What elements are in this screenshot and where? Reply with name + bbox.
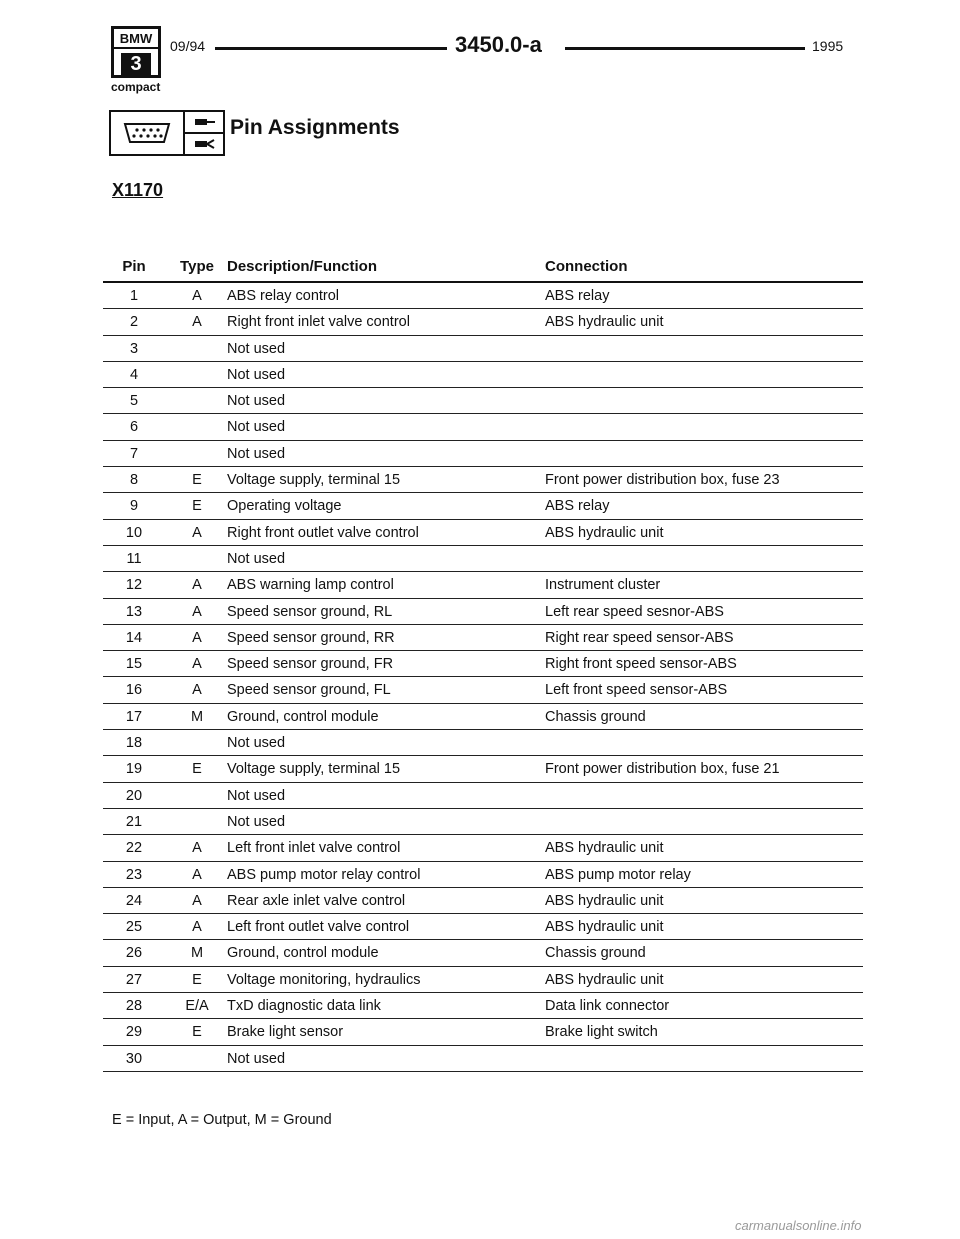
table-row (103, 362, 863, 388)
cell-desc: Not used (227, 813, 286, 830)
cell-type: A (192, 577, 202, 594)
logo-brand: BMW (114, 31, 158, 49)
cell-pin: 16 (125, 682, 143, 699)
cell-desc: Speed sensor ground, FR (227, 656, 394, 673)
cell-type: A (192, 629, 202, 646)
header-date: 09/94 (170, 38, 206, 54)
watermark: carmanualsonline.info (735, 1218, 862, 1233)
cell-pin: 11 (126, 550, 142, 567)
cell-pin: 9 (129, 498, 139, 515)
cell-conn: Front power distribution box, fuse 23 (545, 472, 780, 489)
cell-conn: Left rear speed sesnor-ABS (545, 603, 724, 620)
table-row (103, 651, 863, 677)
connector-plug-icon (111, 112, 185, 154)
cell-conn: ABS pump motor relay (545, 866, 691, 883)
cell-type: A (192, 840, 202, 857)
table-row (103, 336, 863, 362)
cell-pin: 21 (125, 813, 143, 830)
cell-pin: 5 (129, 393, 139, 410)
cell-type: A (192, 314, 202, 331)
table-row (103, 493, 863, 519)
table-row (103, 835, 863, 861)
cell-desc: Voltage supply, terminal 15 (227, 761, 401, 778)
cell-type: A (192, 866, 202, 883)
table-row (103, 599, 863, 625)
cell-desc: Ground, control module (227, 708, 379, 725)
cell-type: E (192, 971, 202, 988)
cell-type: E/A (185, 998, 209, 1015)
table-header (103, 253, 863, 283)
cell-type: A (192, 603, 202, 620)
cell-conn: Chassis ground (545, 708, 646, 725)
table-row (103, 914, 863, 940)
cell-conn: ABS hydraulic unit (545, 524, 664, 541)
cell-pin: 7 (129, 445, 139, 462)
table-row (103, 572, 863, 598)
cell-desc: Brake light sensor (227, 1024, 344, 1041)
cell-type: M (190, 945, 204, 962)
table-row (103, 1046, 863, 1072)
cell-pin: 28 (125, 998, 143, 1015)
header-year: 1995 (812, 38, 844, 54)
cell-type: A (192, 656, 202, 673)
cell-pin: 19 (125, 761, 143, 778)
cell-pin: 23 (125, 866, 143, 883)
header-rule-right (565, 47, 805, 50)
cell-conn: Brake light switch (545, 1024, 658, 1041)
cell-desc: Not used (227, 787, 286, 804)
pin-assignment-table (103, 253, 863, 1072)
cell-desc: Not used (227, 550, 286, 567)
cell-conn: Front power distribution box, fuse 21 (545, 761, 780, 778)
cell-desc: Speed sensor ground, FL (227, 682, 391, 699)
table-row (103, 809, 863, 835)
cell-desc: ABS relay control (227, 288, 340, 304)
cell-pin: 30 (125, 1050, 143, 1067)
pin-diagram-icon (185, 112, 223, 154)
cell-pin: 26 (125, 945, 143, 962)
header-rule-left (215, 47, 447, 50)
table-row (103, 414, 863, 440)
header-pin: Pin (122, 258, 146, 275)
cell-conn: ABS relay (545, 498, 610, 515)
cell-pin: 27 (125, 971, 143, 988)
table-row (103, 283, 863, 309)
bmw-3-logo (111, 26, 161, 78)
header-doc-code: 3450.0-a (455, 32, 542, 57)
table-body (103, 283, 863, 1072)
cell-desc: Operating voltage (227, 498, 342, 515)
table-row (103, 1019, 863, 1045)
cell-desc: Left front inlet valve control (227, 840, 401, 857)
cell-desc: Not used (227, 393, 286, 410)
cell-desc: ABS warning lamp control (227, 577, 394, 594)
table-row (103, 993, 863, 1019)
cell-conn: ABS hydraulic unit (545, 840, 664, 857)
connector-id: X1170 (112, 180, 164, 200)
table-row (103, 467, 863, 493)
section-title: Pin Assignments (230, 116, 400, 139)
cell-desc: Not used (227, 445, 286, 462)
cell-desc: Left front outlet valve control (227, 919, 410, 936)
cell-pin: 20 (125, 787, 143, 804)
table-row (103, 888, 863, 914)
table-row (103, 862, 863, 888)
cell-desc: Right front inlet valve control (227, 314, 410, 331)
cell-pin: 29 (125, 1024, 143, 1041)
table-row (103, 940, 863, 966)
cell-pin: 22 (125, 840, 143, 857)
cell-type: E (192, 498, 202, 515)
cell-desc: Rear axle inlet valve control (227, 892, 406, 909)
table-row (103, 309, 863, 335)
cell-pin: 6 (129, 419, 139, 436)
cell-type: A (192, 919, 202, 936)
cell-pin: 17 (125, 708, 143, 725)
table-row (103, 783, 863, 809)
table-row (103, 730, 863, 756)
cell-pin: 15 (125, 656, 143, 673)
logo-model: 3 (121, 53, 151, 75)
table-row (103, 388, 863, 414)
cell-type: M (190, 708, 204, 725)
cell-pin: 8 (129, 472, 139, 489)
header-type: Type (180, 258, 214, 275)
cell-pin: 18 (125, 735, 143, 752)
cell-conn: ABS relay (545, 288, 610, 304)
cell-pin: 14 (125, 629, 143, 646)
cell-pin: 12 (125, 577, 143, 594)
cell-desc: Not used (227, 1050, 286, 1067)
cell-desc: Not used (227, 340, 286, 357)
cell-desc: Not used (227, 419, 286, 436)
table-row (103, 967, 863, 993)
header-desc: Description/Function (227, 258, 377, 275)
cell-type: A (192, 682, 202, 699)
cell-desc: Not used (227, 366, 286, 383)
cell-conn: ABS hydraulic unit (545, 314, 664, 331)
type-legend: E = Input, A = Output, M = Ground (112, 1112, 332, 1128)
logo-subtitle: compact (111, 80, 161, 94)
cell-conn: ABS hydraulic unit (545, 892, 664, 909)
cell-desc: TxD diagnostic data link (227, 998, 381, 1015)
connector-icon-box (109, 110, 225, 156)
cell-type: A (192, 892, 202, 909)
cell-desc: ABS pump motor relay control (227, 866, 421, 883)
cell-type: A (192, 288, 202, 304)
cell-pin: 13 (125, 603, 143, 620)
cell-conn: Left front speed sensor-ABS (545, 682, 728, 699)
cell-pin: 4 (129, 366, 139, 383)
cell-conn: Chassis ground (545, 945, 646, 962)
cell-pin: 10 (125, 524, 143, 541)
cell-type: E (192, 761, 202, 778)
table-row (103, 756, 863, 782)
cell-desc: Voltage monitoring, hydraulics (227, 971, 421, 988)
cell-conn: Right rear speed sensor-ABS (545, 629, 734, 646)
cell-type: E (192, 472, 202, 489)
cell-desc: Speed sensor ground, RL (227, 603, 393, 620)
cell-conn: Data link connector (545, 998, 670, 1015)
table-row (103, 704, 863, 730)
cell-desc: Voltage supply, terminal 15 (227, 472, 401, 489)
cell-desc: Not used (227, 735, 286, 752)
table-row (103, 677, 863, 703)
cell-desc: Ground, control module (227, 945, 379, 962)
cell-conn: Right front speed sensor-ABS (545, 656, 737, 673)
cell-type: A (192, 524, 202, 541)
cell-pin: 2 (129, 314, 139, 331)
cell-conn: Instrument cluster (545, 577, 661, 594)
cell-conn: ABS hydraulic unit (545, 919, 664, 936)
cell-type: E (192, 1024, 202, 1041)
table-row (103, 441, 863, 467)
table-row (103, 520, 863, 546)
header-conn: Connection (545, 258, 628, 275)
cell-pin: 24 (125, 892, 143, 909)
cell-desc: Speed sensor ground, RR (227, 629, 395, 646)
cell-pin: 3 (129, 340, 139, 357)
table-row (103, 625, 863, 651)
cell-conn: ABS hydraulic unit (545, 971, 664, 988)
table-row (103, 546, 863, 572)
cell-pin: 1 (129, 288, 139, 304)
cell-pin: 25 (125, 919, 143, 936)
cell-desc: Right front outlet valve control (227, 524, 419, 541)
